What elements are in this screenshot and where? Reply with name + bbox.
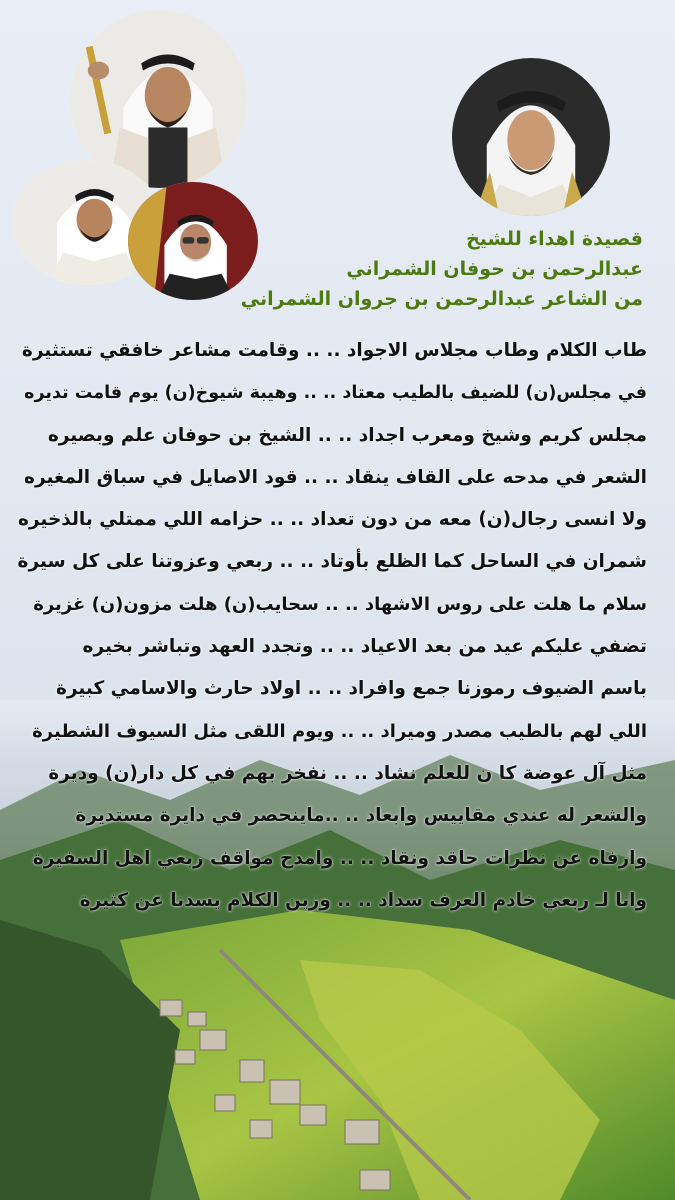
verse-13: وارفاه عن نظرات حاقد ونقاد .. .. وامدح مواقف ربعي اهل السفيرة (32, 847, 647, 869)
title-recipient: عبدالرحمن بن حوفان الشمراني (346, 258, 643, 280)
verse-3: مجلس كريم وشيخ ومعرب اجداد .. .. الشيخ بن حوفان علم وبصيره (47, 424, 647, 446)
verse-9: باسم الضيوف رموزنا جمع وافراد .. .. اولاد حارث والاسامي كبيرة (55, 678, 647, 700)
verse-1: طاب الكلام وطاب مجلاس الاجواد .. .. وقامت مشاعر خافقي تستثيرة (21, 340, 647, 361)
verse-12: والشعر له عندي مقاييس وابعاد .. ..ماينحصر في دايرة مستديرة (75, 805, 647, 827)
verse-2: في مجلس(ن) للضيف بالطيب معتاد .. .. وهيبة شيوخ(ن) يوم قامت تديره (24, 383, 647, 404)
title-poet: من الشاعر عبدالرحمن بن جروان الشمراني (240, 288, 643, 310)
verse-4: الشعر في مدحه على القاف ينقاد .. .. قود الاصايل في سباق المغيره (24, 466, 647, 488)
poem-title (223, 224, 643, 314)
portrait-photo-main (452, 58, 610, 216)
verse-7: سلام ما هلت على روس الاشهاد .. .. سحايب(ن) هلت مزون(ن) غزيرة (33, 593, 647, 615)
verse-14: وانا لـ ربعي خادم العرف سداد .. .. وزين الكلام يسدنا عن كثيرة (79, 889, 647, 911)
verse-11: مثل آل عوضة كا ن للعلم نشاد .. .. نفخر بهم في كل دار(ن) وديرة (48, 762, 647, 784)
poem-body (17, 330, 647, 922)
verse-10: اللي لهم بالطيب مصدر وميراد .. .. ويوم اللقى مثل السيوف الشطيرة (32, 720, 647, 742)
verse-5: ولا انسى رجال(ن) معه من دون تعداد .. .. حزامه اللي ممتلي بالذخيره (17, 509, 647, 531)
title-dedication: قصيدة اهداء للشيخ (466, 228, 643, 250)
verse-8: تضفي عليكم عيد من بعد الاعياد .. .. وتجدد العهد وتباشر بخيره (82, 636, 647, 658)
verse-6: شمران في الساحل كما الظلع بأوتاد .. .. ربعي وعزوتنا على كل سيرة (17, 551, 647, 573)
